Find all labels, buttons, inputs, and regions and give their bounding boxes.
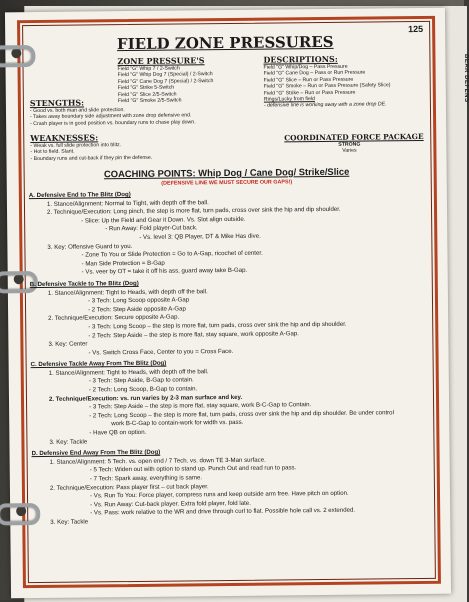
description-item: Field "G" Strike – Run or Pass Pressure bbox=[263, 89, 356, 97]
section-d-line: - Vs. Pass: work relative to the WR and drive through curl to flat. Possible hole call vs. 2 extended. bbox=[90, 507, 356, 517]
section-a-line: - Zone To You or Slide Protection = Go to A-Gap, ricochet of center. bbox=[81, 249, 263, 259]
zone-pressures-heading: ZONE PRESSURE'S bbox=[117, 55, 205, 67]
section-d-line: - 7 Tech: Spark away, everything is same. bbox=[89, 474, 203, 483]
section-a-line: - Man Side Protection = B-Gap bbox=[81, 259, 165, 268]
strength-item: - Crash player is in good position vs. boundary runs to chase play down. bbox=[30, 119, 196, 127]
section-b-line: - Vs. Switch Cross Face, Center to you = Cross Face. bbox=[88, 347, 234, 357]
description-item: Field "G" Slice – Run or Pass Pressure bbox=[263, 76, 354, 84]
section-c-line: - 3 Tech: Step Aside – the step is more flat, stay square, work B-C-Gap to Contain. bbox=[89, 401, 312, 411]
section-a-line: - Vs. veer by OT = take it off his ass, guard away take B-Gap. bbox=[81, 267, 248, 276]
strength-item: - Good vs. both man and slide protection. bbox=[29, 107, 125, 115]
weakness-item: - Weak vs. full slide protection into blitz. bbox=[30, 142, 122, 150]
section-b-line: - 3 Tech: Long Scoop – the step is more flat, turn pads, cross over sink the hip and dip shoulder. bbox=[88, 320, 347, 331]
zone-pressure-item: Field "G" Strike 5-Switch bbox=[117, 84, 175, 92]
zone-pressure-item: Field "G" Whip Dog 7 (Special) / 2-Switch bbox=[117, 71, 213, 79]
section-c-line: - 2 Tech: Long Scoop, B-Gap to contain. bbox=[88, 385, 198, 394]
description-item: Rings/Lucky from field bbox=[263, 96, 315, 103]
section-d-title: D. Defensive End Away From The Blitz (Dog) bbox=[31, 448, 161, 458]
document-page bbox=[5, 8, 451, 599]
section-a-line: 3. Key: Offensive Guard to you. bbox=[47, 242, 133, 251]
secure-gaps-note: (DEFENSIVE LINE WE MUST SECURE OUR GAPS!) bbox=[161, 179, 293, 187]
section-a-line: 1. Stance/Alignment: Normal to Tight, with depth off the ball. bbox=[46, 198, 209, 208]
section-b-title: B. Defensive Tackle to The Blitz (Dog) bbox=[29, 279, 139, 289]
description-item: Field "G" Smoke – Run or Pass Pressure (Safety Slice) bbox=[263, 82, 391, 90]
section-c-line: 2. Technique/Execution: vs. run varies by 2-3 man surface and key. bbox=[48, 393, 243, 403]
strengths-block bbox=[30, 96, 196, 127]
weakness-item: - Hot to field. Slant. bbox=[30, 149, 75, 156]
description-item: Field "G" Whip/Dog – Pass Pressure bbox=[263, 63, 348, 71]
section-c-line: - 2 Tech: Long Scoop – the step is more flat, turn pads, cross over sink the hip and dip shoulder. Be under control bbox=[89, 409, 394, 420]
section-d-line: 3. Key: Tackle bbox=[50, 518, 89, 526]
weaknesses-heading: WEAKNESSES: bbox=[30, 132, 99, 144]
coordinated-force-block bbox=[284, 131, 424, 155]
page-title: FIELD ZONE PRESSURES bbox=[116, 32, 334, 54]
section-b-line: - 2 Tech: Step Aside – the step is more flat, stay square, work opposite A-Gap. bbox=[88, 329, 299, 339]
section-b-line: 3. Key: Center bbox=[48, 340, 88, 348]
section-c-line: work B-C-Gap to contain-work for width vs. pass. bbox=[111, 419, 244, 428]
section-a-title: A. Defensive End to The Blitz (Dog) bbox=[28, 191, 131, 200]
strengths-heading: STENGTHS: bbox=[29, 97, 85, 109]
page-number: 125 bbox=[408, 23, 424, 35]
section-a-line: - Run Away: Fold player-Cut back. bbox=[105, 224, 198, 233]
section-b-line: 2. Technique/Execution: Secure opposite A-Gap. bbox=[48, 313, 180, 323]
description-item: Field "G" Cane Dog – Pass or Run Pressure bbox=[263, 69, 366, 78]
coordinated-force-heading: COORDINATED FORCE PACKAGE bbox=[284, 131, 424, 143]
zone-pressure-item: Field "G" Slice 2/5-Switch bbox=[117, 91, 177, 98]
coaching-points-body bbox=[29, 188, 436, 528]
coaching-points-heading: COACHING POINTS: Whip Dog / Cane Dog/ Strike/Slice bbox=[103, 165, 350, 180]
zone-pressure-item: Field "G" Smoke 2/5-Switch bbox=[117, 97, 182, 105]
coordinated-strong: STRONG bbox=[338, 141, 361, 148]
section-c-line: 1. Stance/Alignment: Tight to Heads, with depth off the ball. bbox=[48, 368, 209, 377]
back-page-tab: BEAR DEFENS bbox=[463, 54, 469, 103]
section-c-title: C. Defensive Tackle Away From The Blitz (Dog) bbox=[30, 359, 167, 369]
section-d-line: - Vs. Run Away: Cut-back player. Extra fold player, fold late. bbox=[90, 499, 251, 509]
section-d-line: 1. Stance/Alignment: 5 Tech. vs. open end / 7 Tech. vs. down TE 3-Man surface. bbox=[49, 456, 266, 466]
weakness-item: - Boundary runs and cut-back if they pin the defense. bbox=[30, 154, 153, 162]
descriptions-block bbox=[263, 53, 390, 109]
section-d-line: - 5 Tech: Widen out with option to stand up. Punch Out and read run to pass. bbox=[89, 464, 297, 474]
strength-item: - Takes away boundary side adjustment with zone drop defensive end. bbox=[30, 112, 192, 121]
section-c-line: - 3 Tech: Step Aside, B-Gap to contain. bbox=[88, 376, 194, 385]
section-c-line: 3. Key: Tackle bbox=[49, 438, 88, 446]
description-item: - defensive line is working away with a zone drop DE. bbox=[263, 101, 387, 110]
section-d-line: 2. Technique/Execution: Pass player first – cut back player. bbox=[49, 482, 209, 492]
weaknesses-block bbox=[30, 132, 152, 162]
descriptions-heading: DESCRIPTIONS: bbox=[263, 53, 338, 65]
section-a-line: - Vs. level 3: QB Player, DT & Mike Has dive. bbox=[139, 232, 261, 241]
section-b-line: 1. Stance/Alignment: Tight to Heads, with depth off the ball. bbox=[47, 287, 208, 297]
section-a-line: - Slice: Up the Field and Gear it Down. Vs. Slot align outside. bbox=[81, 215, 246, 225]
section-d-line: - Vs. Run To You: Force player, compress runs and keep outside arm free. Have pitch on option. bbox=[89, 489, 349, 500]
section-b-line: - 3 Tech: Long Scoop opposite A-Gap bbox=[87, 296, 190, 305]
section-c-line: - Have QB on option. bbox=[89, 428, 147, 437]
zone-pressure-item: Field "G" Whip 7 / 2-Switch bbox=[117, 65, 180, 73]
coordinated-varies: Varies bbox=[342, 148, 357, 155]
section-a-line: 2. Technique/Execution: Long pinch, the step is more flat, turn pads, cross over sink the hip and dip shoulder. bbox=[47, 206, 341, 217]
zone-pressure-item: Field "G" Cane Dog 7 (Special) / 2-Switch bbox=[117, 77, 214, 85]
section-b-line: - 2 Tech: Step Aside opposite A-Gap bbox=[88, 305, 186, 314]
